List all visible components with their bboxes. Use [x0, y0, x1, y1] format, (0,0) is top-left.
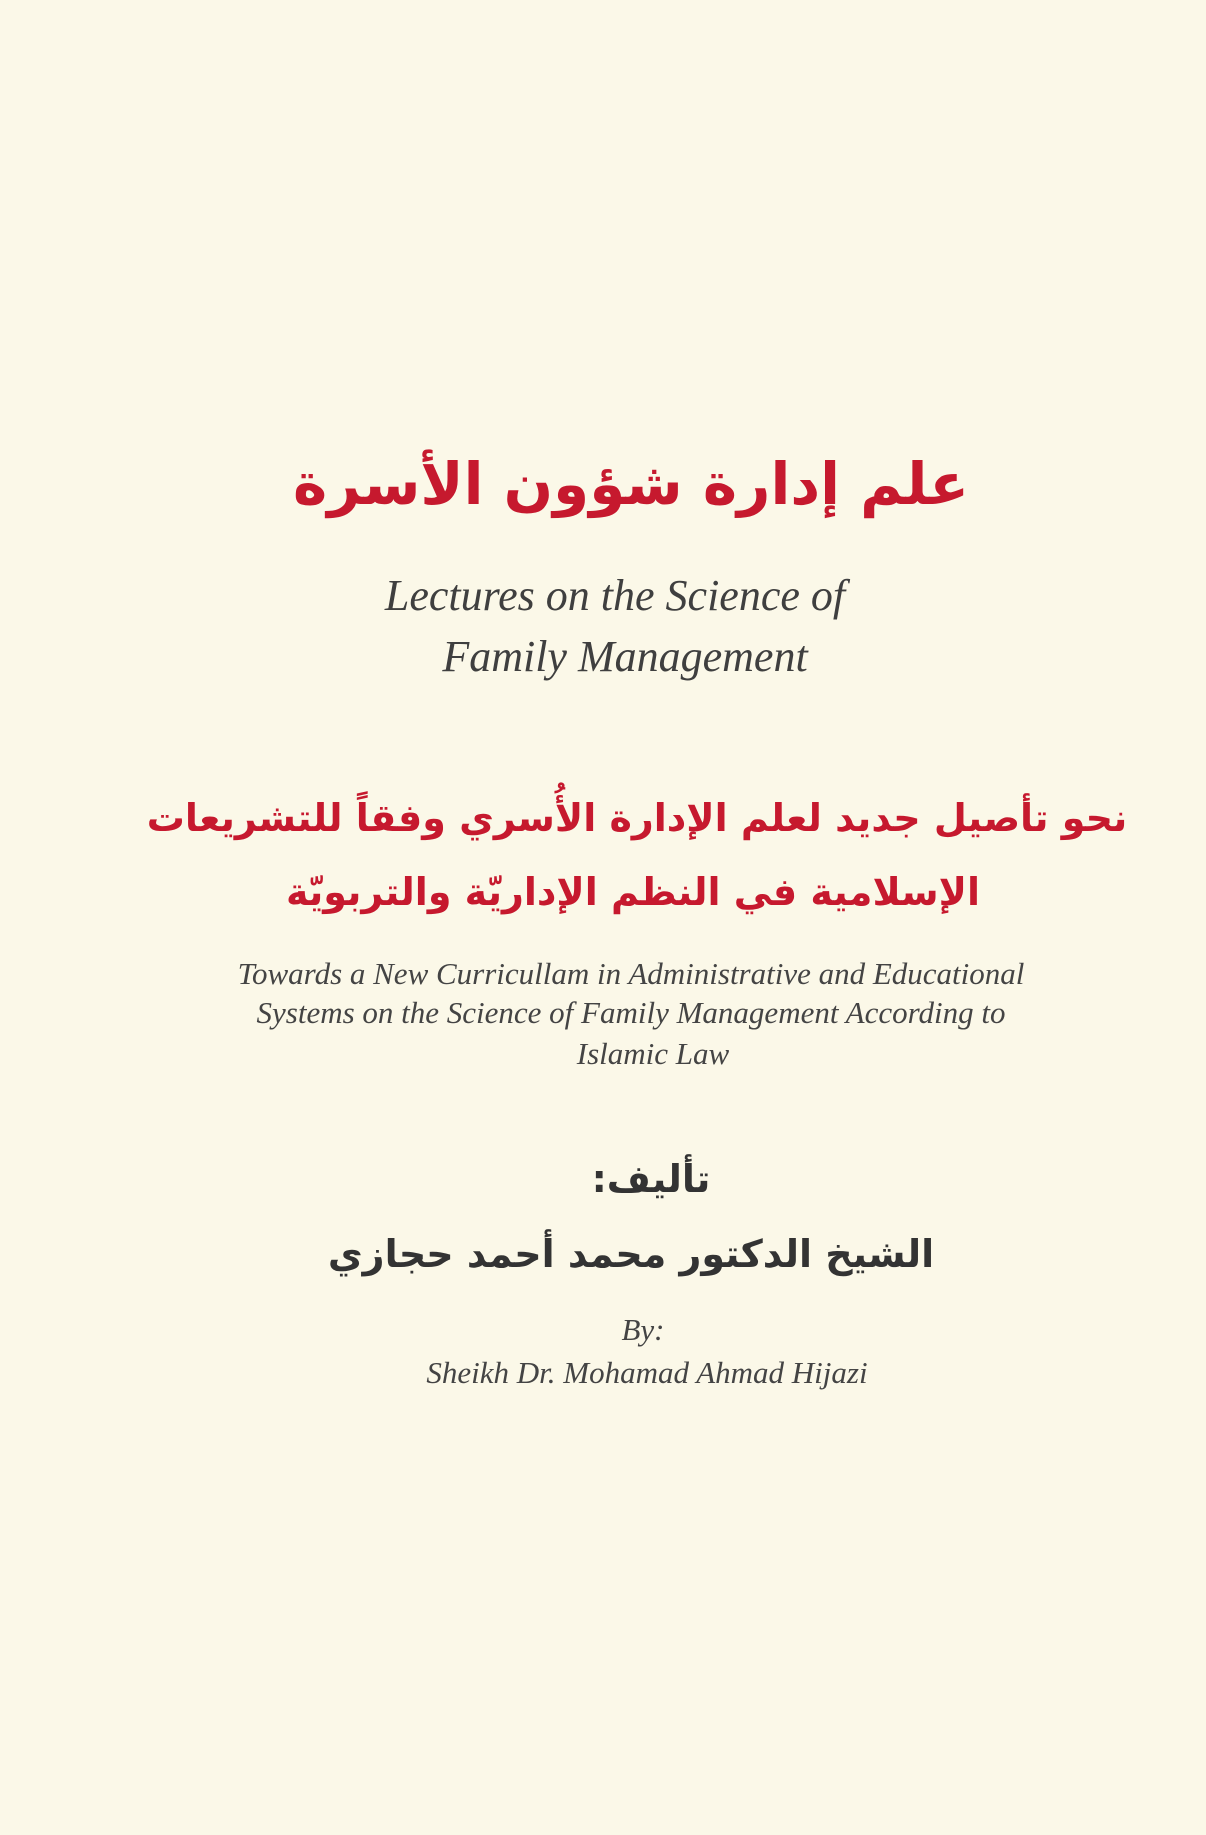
arabic-title: علم إدارة شؤون الأسرة: [293, 450, 969, 518]
arabic-subtitle-line-2: الإسلامية في النظم الإداريّة والتربويّة: [285, 870, 980, 914]
english-author-name: Sheikh Dr. Mohamad Ahmad Hijazi: [426, 1355, 868, 1390]
english-subtitle-line-1: Towards a New Curricullam in Administrative and Educational: [237, 956, 1025, 991]
english-subtitle-line-2: Systems on the Science of Family Management According to: [256, 995, 1006, 1030]
arabic-author-prefix: تأليف:: [591, 1157, 711, 1201]
arabic-author-name: الشيخ الدكتور محمد أحمد حجازي: [327, 1232, 935, 1276]
english-by-label: By:: [621, 1312, 665, 1347]
english-title-line-1: Lectures on the Science of: [384, 571, 846, 620]
arabic-subtitle-line-1: نحو تأصيل جديد لعلم الإدارة الأُسري وفقاً للتشريعات: [146, 796, 1128, 840]
english-subtitle-line-3: Islamic Law: [576, 1036, 730, 1071]
english-title-line-2: Family Management: [442, 632, 808, 681]
